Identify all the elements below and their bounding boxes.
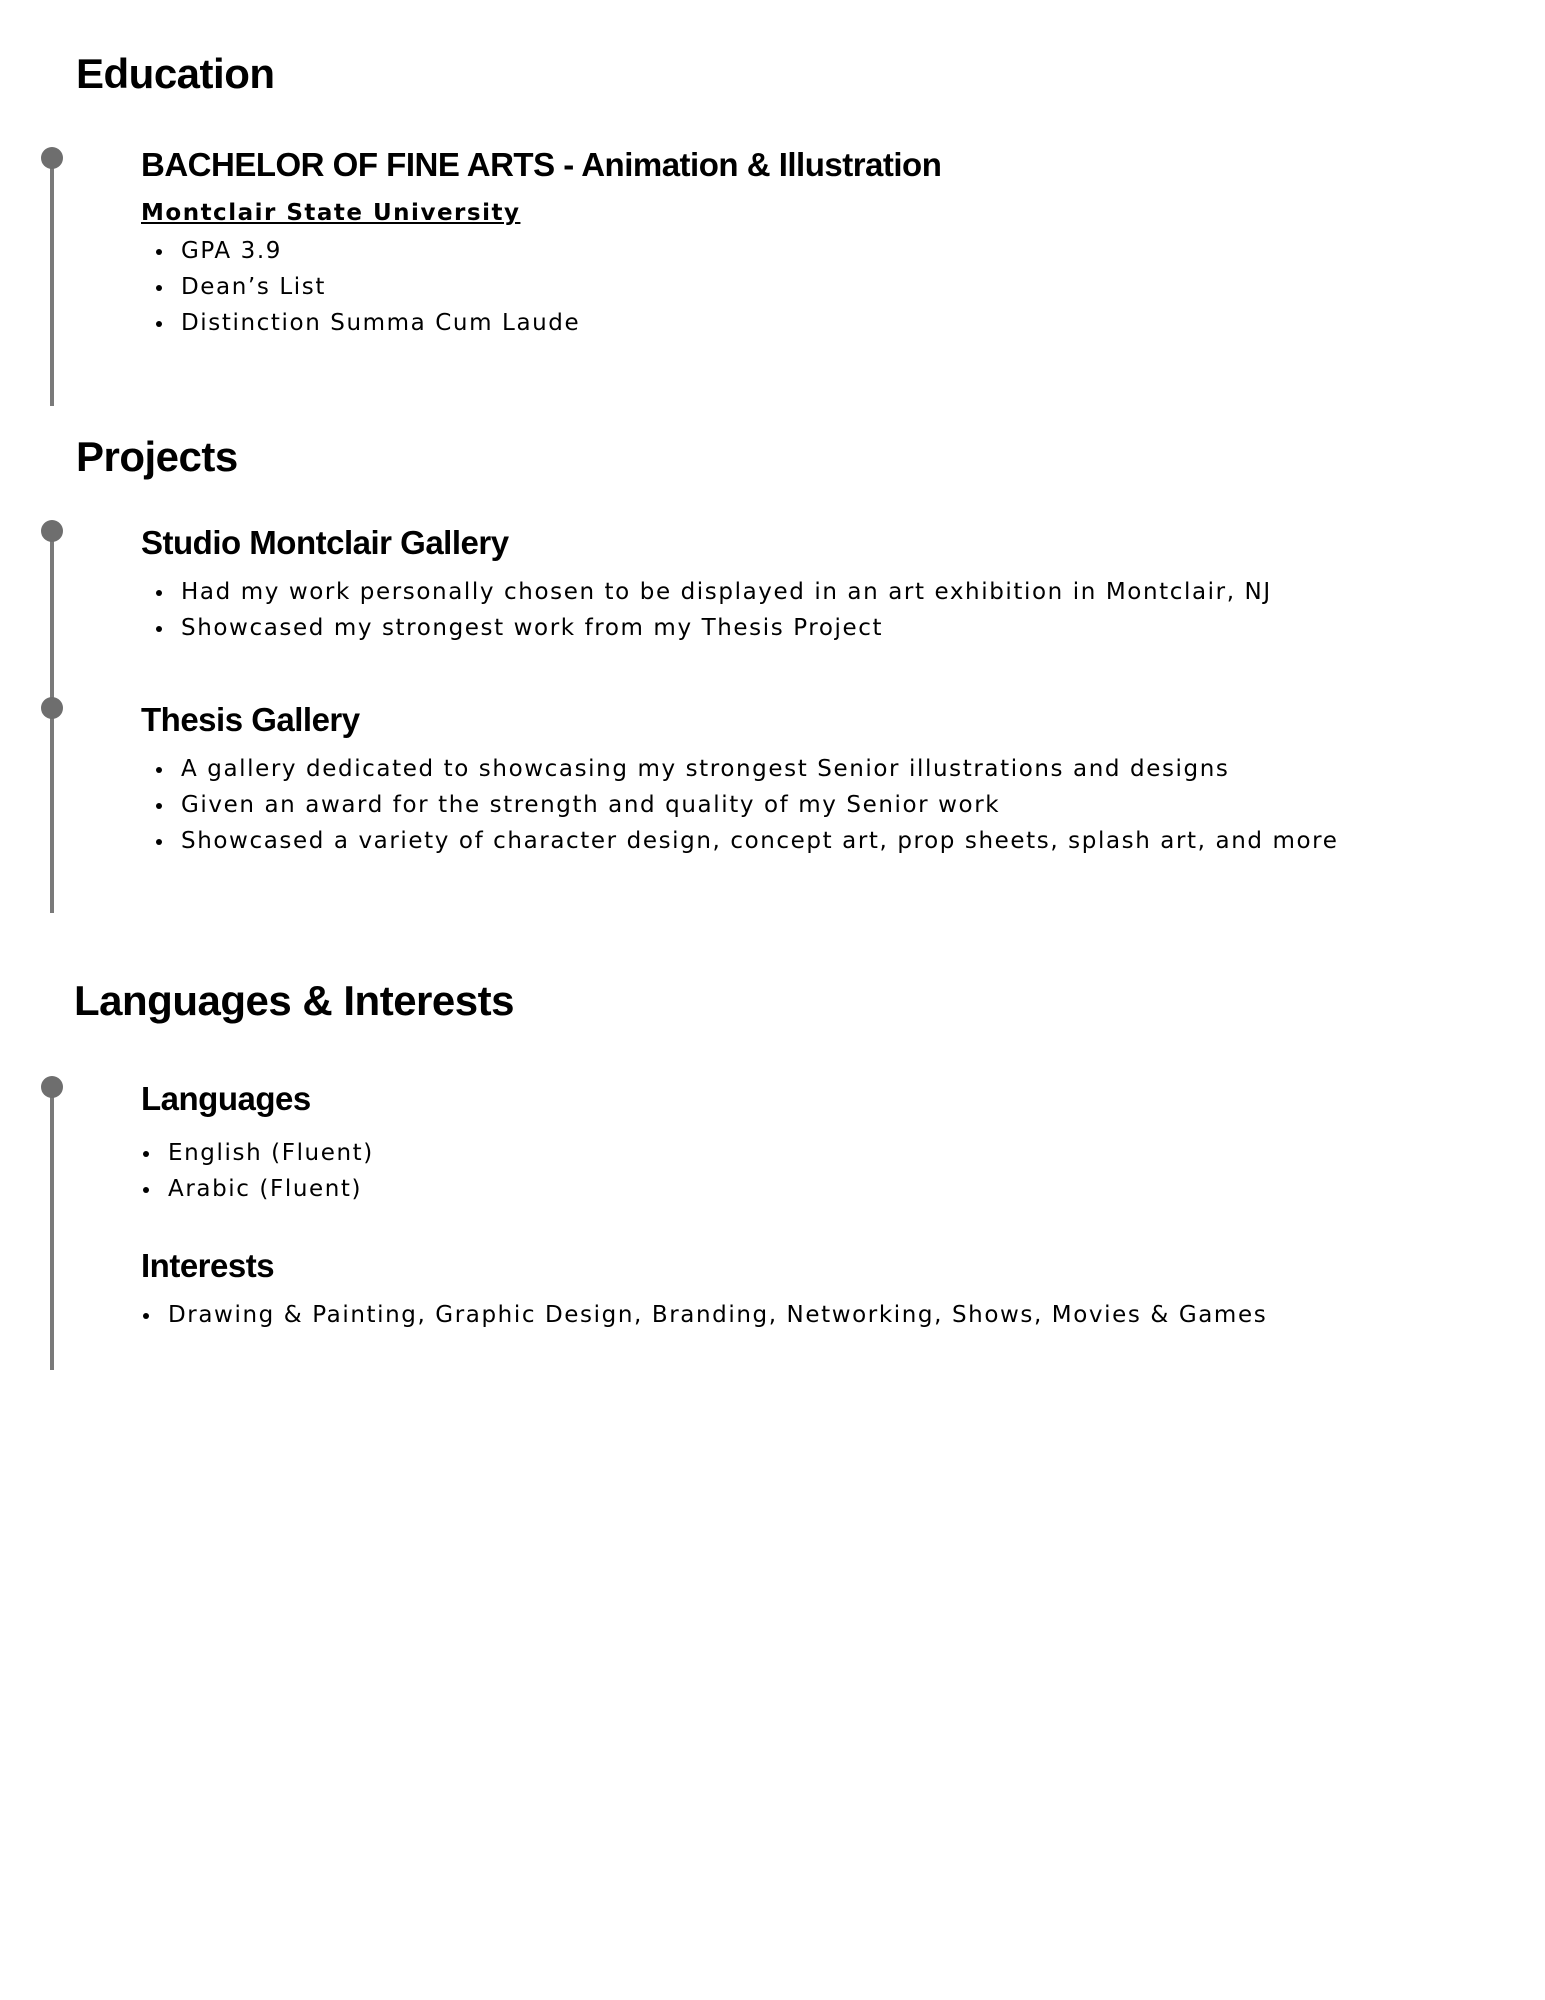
list-item: Given an award for the strength and quality of my Senior work — [141, 787, 1338, 823]
list-item: A gallery dedicated to showcasing my strongest Senior illustrations and designs — [141, 751, 1338, 787]
timeline-dot-icon — [41, 697, 63, 719]
degree-title: BACHELOR OF FINE ARTS - Animation & Illustration — [141, 146, 942, 183]
projects-heading: Projects — [76, 433, 238, 480]
projects-timeline-line-2 — [50, 708, 54, 913]
education-bullet-list — [141, 233, 580, 341]
languages-bullet-list — [128, 1135, 374, 1207]
list-item: GPA 3.9 — [141, 233, 580, 269]
education-heading: Education — [76, 50, 275, 97]
education-timeline-line — [50, 158, 54, 406]
timeline-dot-icon — [41, 520, 63, 542]
list-item: Arabic (Fluent) — [128, 1171, 374, 1207]
languages-title: Languages — [141, 1080, 311, 1117]
list-item: Showcased my strongest work from my Thesis Project — [141, 610, 1272, 646]
list-item: Had my work personally chosen to be displayed in an art exhibition in Montclair, NJ — [141, 574, 1272, 610]
timeline-dot-icon — [41, 147, 63, 169]
languages-interests-heading: Languages & Interests — [74, 977, 514, 1024]
languages-timeline-line — [50, 1088, 54, 1370]
list-item: Showcased a variety of character design, concept art, prop sheets, splash art, and more — [141, 823, 1338, 859]
interests-bullet-list — [128, 1297, 1267, 1333]
list-item: Dean’s List — [141, 269, 580, 305]
project-bullet-list-2 — [141, 751, 1338, 859]
list-item: English (Fluent) — [128, 1135, 374, 1171]
list-item: Distinction Summa Cum Laude — [141, 305, 580, 341]
projects-timeline-line-1 — [50, 532, 54, 707]
project-bullet-list-1 — [141, 574, 1272, 646]
list-item: Drawing & Painting, Graphic Design, Branding, Networking, Shows, Movies & Games — [128, 1297, 1267, 1333]
project-title-studio-montclair: Studio Montclair Gallery — [141, 524, 509, 561]
project-title-thesis-gallery: Thesis Gallery — [141, 701, 360, 738]
timeline-dot-icon — [41, 1076, 63, 1098]
interests-title: Interests — [141, 1247, 275, 1284]
school-name: Montclair State University — [141, 200, 521, 226]
